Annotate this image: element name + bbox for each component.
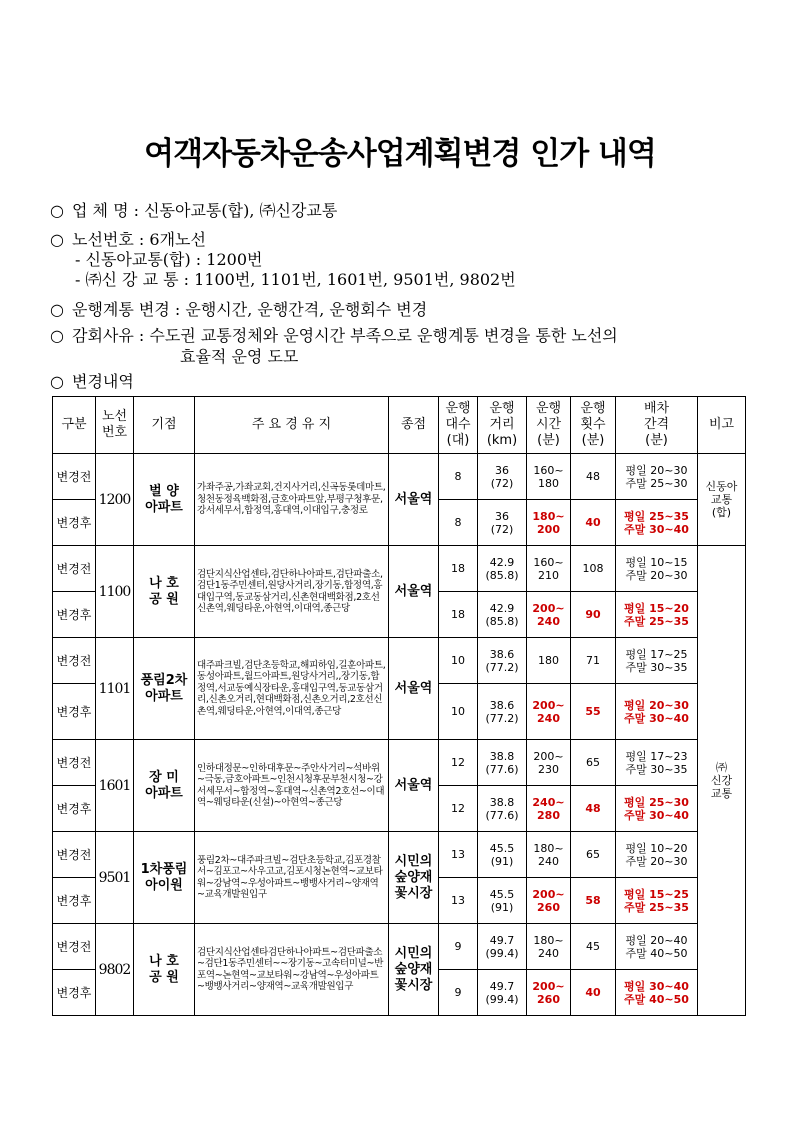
details-text: 변경내역 <box>72 372 134 391</box>
route-via: 검단지식산업센타검단하나아파트~검단파출소~검단1동주민센터~~장기동~고속터미널~반포역~논현역~교보타워~강남역~우성아파트~뱅뱅사거리~양재역~교육개발원입구 <box>195 924 389 1016</box>
bus-count: 13 <box>439 832 478 878</box>
route-end: 서울역 <box>389 740 439 832</box>
bus-count: 12 <box>439 740 478 786</box>
header-interval: 배차 간격 (분) <box>616 397 698 454</box>
bus-count: 8 <box>439 454 478 500</box>
table-row <box>53 740 746 786</box>
run-time: 200~ 260 <box>527 878 571 924</box>
distance: 36 (72) <box>478 500 527 546</box>
bus-count: 18 <box>439 592 478 638</box>
headway-interval: 평일 30~40 주말 40~50 <box>616 970 698 1016</box>
distance: 49.7 (99.4) <box>478 924 527 970</box>
distance: 36 (72) <box>478 454 527 500</box>
trip-count: 65 <box>571 832 616 878</box>
headway-interval: 평일 15~20 주말 25~35 <box>616 592 698 638</box>
route-start: 장 미 아파트 <box>134 740 195 832</box>
trip-count: 55 <box>571 684 616 740</box>
trip-count: 71 <box>571 638 616 684</box>
distance: 42.9 (85.8) <box>478 592 527 638</box>
header-buses: 운행 대수 (대) <box>439 397 478 454</box>
bullet: ○ <box>50 372 64 391</box>
header-distance: 운행 거리 (km) <box>478 397 527 454</box>
bullet: ○ <box>50 326 64 345</box>
trip-count: 65 <box>571 740 616 786</box>
route-end: 서울역 <box>389 454 439 546</box>
trip-count: 90 <box>571 592 616 638</box>
change-table <box>52 396 746 1016</box>
headway-interval: 평일 20~40 주말 40~50 <box>616 924 698 970</box>
distance: 45.5 (91) <box>478 878 527 924</box>
bus-count: 10 <box>439 684 478 740</box>
route-end: 서울역 <box>389 638 439 740</box>
run-time: 200~ 260 <box>527 970 571 1016</box>
route-end: 시민의 숲양재 꽃시장 <box>389 924 439 1016</box>
bullet: ○ <box>50 300 64 319</box>
route-start: 벌 양 아파트 <box>134 454 195 546</box>
route-number: 1100 <box>96 546 134 638</box>
row-kind: 변경전 <box>53 638 96 684</box>
route-via: 인하대정문~인하대후문~주안사거리~석바위~극동,금호아파트~인천시청후문부천시청~강서세무서~합정역~홍대역~신촌역2호선~이대역~웨딩타운(신설)~아현역~종근당 <box>195 740 389 832</box>
routes-text: 노선번호 : 6개노선 <box>72 230 206 249</box>
bus-count: 9 <box>439 924 478 970</box>
row-kind: 변경후 <box>53 500 96 546</box>
run-time: 180~ 200 <box>527 500 571 546</box>
bus-count: 12 <box>439 786 478 832</box>
distance: 38.8 (77.6) <box>478 740 527 786</box>
header-end: 종점 <box>389 397 439 454</box>
run-time: 240~ 280 <box>527 786 571 832</box>
header-via: 주 요 경 유 지 <box>195 397 389 454</box>
headway-interval: 평일 17~23 주말 30~35 <box>616 740 698 786</box>
trip-count: 40 <box>571 500 616 546</box>
table-row <box>53 638 746 684</box>
route-number: 9802 <box>96 924 134 1016</box>
document-title: 여객자동차운송사업계획변경 인가 내역 <box>144 136 656 172</box>
route-end: 서울역 <box>389 546 439 638</box>
headway-interval: 평일 20~30 주말 25~30 <box>616 454 698 500</box>
row-kind: 변경후 <box>53 684 96 740</box>
headway-interval: 평일 20~30 주말 30~40 <box>616 684 698 740</box>
run-time: 180~ 240 <box>527 924 571 970</box>
trip-count: 48 <box>571 454 616 500</box>
table-row <box>53 546 746 592</box>
reason-line <box>50 326 618 346</box>
bus-count: 13 <box>439 878 478 924</box>
bus-count: 9 <box>439 970 478 1016</box>
route-start: 풍림2차 아파트 <box>134 638 195 740</box>
route-via: 대주파크빌,검단초등학교,해피하임,길훈아파트,동성아파트,월드아파트,원당사거리,,장기동,합정역,서교동예식장타운,홍대입구역,동교동삼거리,신촌오거리,현대백화점,신촌오거리,2호선신촌역,웨딩타운,아현역,이대역,종근당 <box>195 638 389 740</box>
bus-count: 18 <box>439 546 478 592</box>
row-kind: 변경후 <box>53 786 96 832</box>
trip-count: 45 <box>571 924 616 970</box>
route-via: 풍림2차~대주파크빌~검단초등학교,김포경찰서~김포고~사우고교,김포시청논현역~교보타워~강남역~우성아파트~뱅뱅사거리~양재역~교육개발원입구 <box>195 832 389 924</box>
header-time: 운행 시간 (분) <box>527 397 571 454</box>
run-time: 180~ 240 <box>527 832 571 878</box>
routes-line <box>50 230 206 250</box>
run-time: 180 <box>527 638 571 684</box>
row-kind: 변경전 <box>53 832 96 878</box>
change-type-line <box>50 300 427 320</box>
company-text: 업 체 명 : 신동아교통(합), ㈜신강교통 <box>72 201 338 220</box>
routes-sub2: - ㈜신 강 교 통 : 1100번, 1101번, 1601번, 9501번, 9802번 <box>75 270 516 289</box>
distance: 49.7 (99.4) <box>478 970 527 1016</box>
route-start: 1차풍림 아이원 <box>134 832 195 924</box>
row-kind: 변경전 <box>53 740 96 786</box>
distance: 38.6 (77.2) <box>478 684 527 740</box>
header-note: 비고 <box>698 397 746 454</box>
run-time: 200~ 230 <box>527 740 571 786</box>
company-line <box>50 201 337 221</box>
route-start: 나 호 공 원 <box>134 546 195 638</box>
distance: 45.5 (91) <box>478 832 527 878</box>
row-kind: 변경전 <box>53 454 96 500</box>
table-row <box>53 924 746 970</box>
trip-count: 108 <box>571 546 616 592</box>
note-sindong: 신동아 교통 (합) <box>698 454 746 546</box>
trip-count: 58 <box>571 878 616 924</box>
details-line <box>50 372 134 392</box>
route-number: 9501 <box>96 832 134 924</box>
row-kind: 변경후 <box>53 878 96 924</box>
row-kind: 변경후 <box>53 592 96 638</box>
headway-interval: 평일 10~20 주말 20~30 <box>616 832 698 878</box>
table-row <box>53 832 746 878</box>
headway-interval: 평일 17~25 주말 30~35 <box>616 638 698 684</box>
change-type-text: 운행계통 변경 : 운행시간, 운행간격, 운행회수 변경 <box>72 300 428 319</box>
header-start: 기점 <box>134 397 195 454</box>
row-kind: 변경전 <box>53 546 96 592</box>
headway-interval: 평일 15~25 주말 25~35 <box>616 878 698 924</box>
distance: 38.8 (77.6) <box>478 786 527 832</box>
reason-line-2: 효율적 운영 도모 <box>180 347 299 366</box>
table-row <box>53 454 746 500</box>
routes-sub1: - 신동아교통(합) : 1200번 <box>75 250 263 269</box>
note-singang: ㈜ 신강 교통 <box>698 546 746 1016</box>
distance: 42.9 (85.8) <box>478 546 527 592</box>
run-time: 200~ 240 <box>527 592 571 638</box>
route-number: 1101 <box>96 638 134 740</box>
header-route-no: 노선 번호 <box>96 397 134 454</box>
route-via: 검단지식산업센타,검단하나아파트,검단파출소,검단1동주민센터,원당사거리,장기동,합정역,홍대입구역,동교동삼거리,신촌현대백화점,2호선신촌역,웨딩타운,아현역,이대역,종근당 <box>195 546 389 638</box>
route-end: 시민의 숲양재 꽃시장 <box>389 832 439 924</box>
trip-count: 48 <box>571 786 616 832</box>
header-kind: 구분 <box>53 397 96 454</box>
trip-count: 40 <box>571 970 616 1016</box>
row-kind: 변경후 <box>53 970 96 1016</box>
headway-interval: 평일 10~15 주말 20~30 <box>616 546 698 592</box>
run-time: 200~ 240 <box>527 684 571 740</box>
bus-count: 10 <box>439 638 478 684</box>
route-number: 1200 <box>96 454 134 546</box>
headway-interval: 평일 25~35 주말 30~40 <box>616 500 698 546</box>
run-time: 160~ 180 <box>527 454 571 500</box>
header-trips: 운행 횟수 (분) <box>571 397 616 454</box>
reason-text: 감회사유 : 수도권 교통정체와 운영시간 부족으로 운행계통 변경을 통한 노선의 <box>72 326 618 345</box>
route-number: 1601 <box>96 740 134 832</box>
run-time: 160~ 210 <box>527 546 571 592</box>
distance: 38.6 (77.2) <box>478 638 527 684</box>
bullet: ○ <box>50 201 64 220</box>
bus-count: 8 <box>439 500 478 546</box>
route-start: 나 호 공 원 <box>134 924 195 1016</box>
route-via: 가좌주공,가좌교회,건지사거리,신곡동롯데마트,청천동정육백화점,금호아파트앞,부평구청후문,강서세무서,합정역,홍대역,이대입구,충정로 <box>195 454 389 546</box>
row-kind: 변경전 <box>53 924 96 970</box>
headway-interval: 평일 25~30 주말 30~40 <box>616 786 698 832</box>
bullet: ○ <box>50 230 64 249</box>
